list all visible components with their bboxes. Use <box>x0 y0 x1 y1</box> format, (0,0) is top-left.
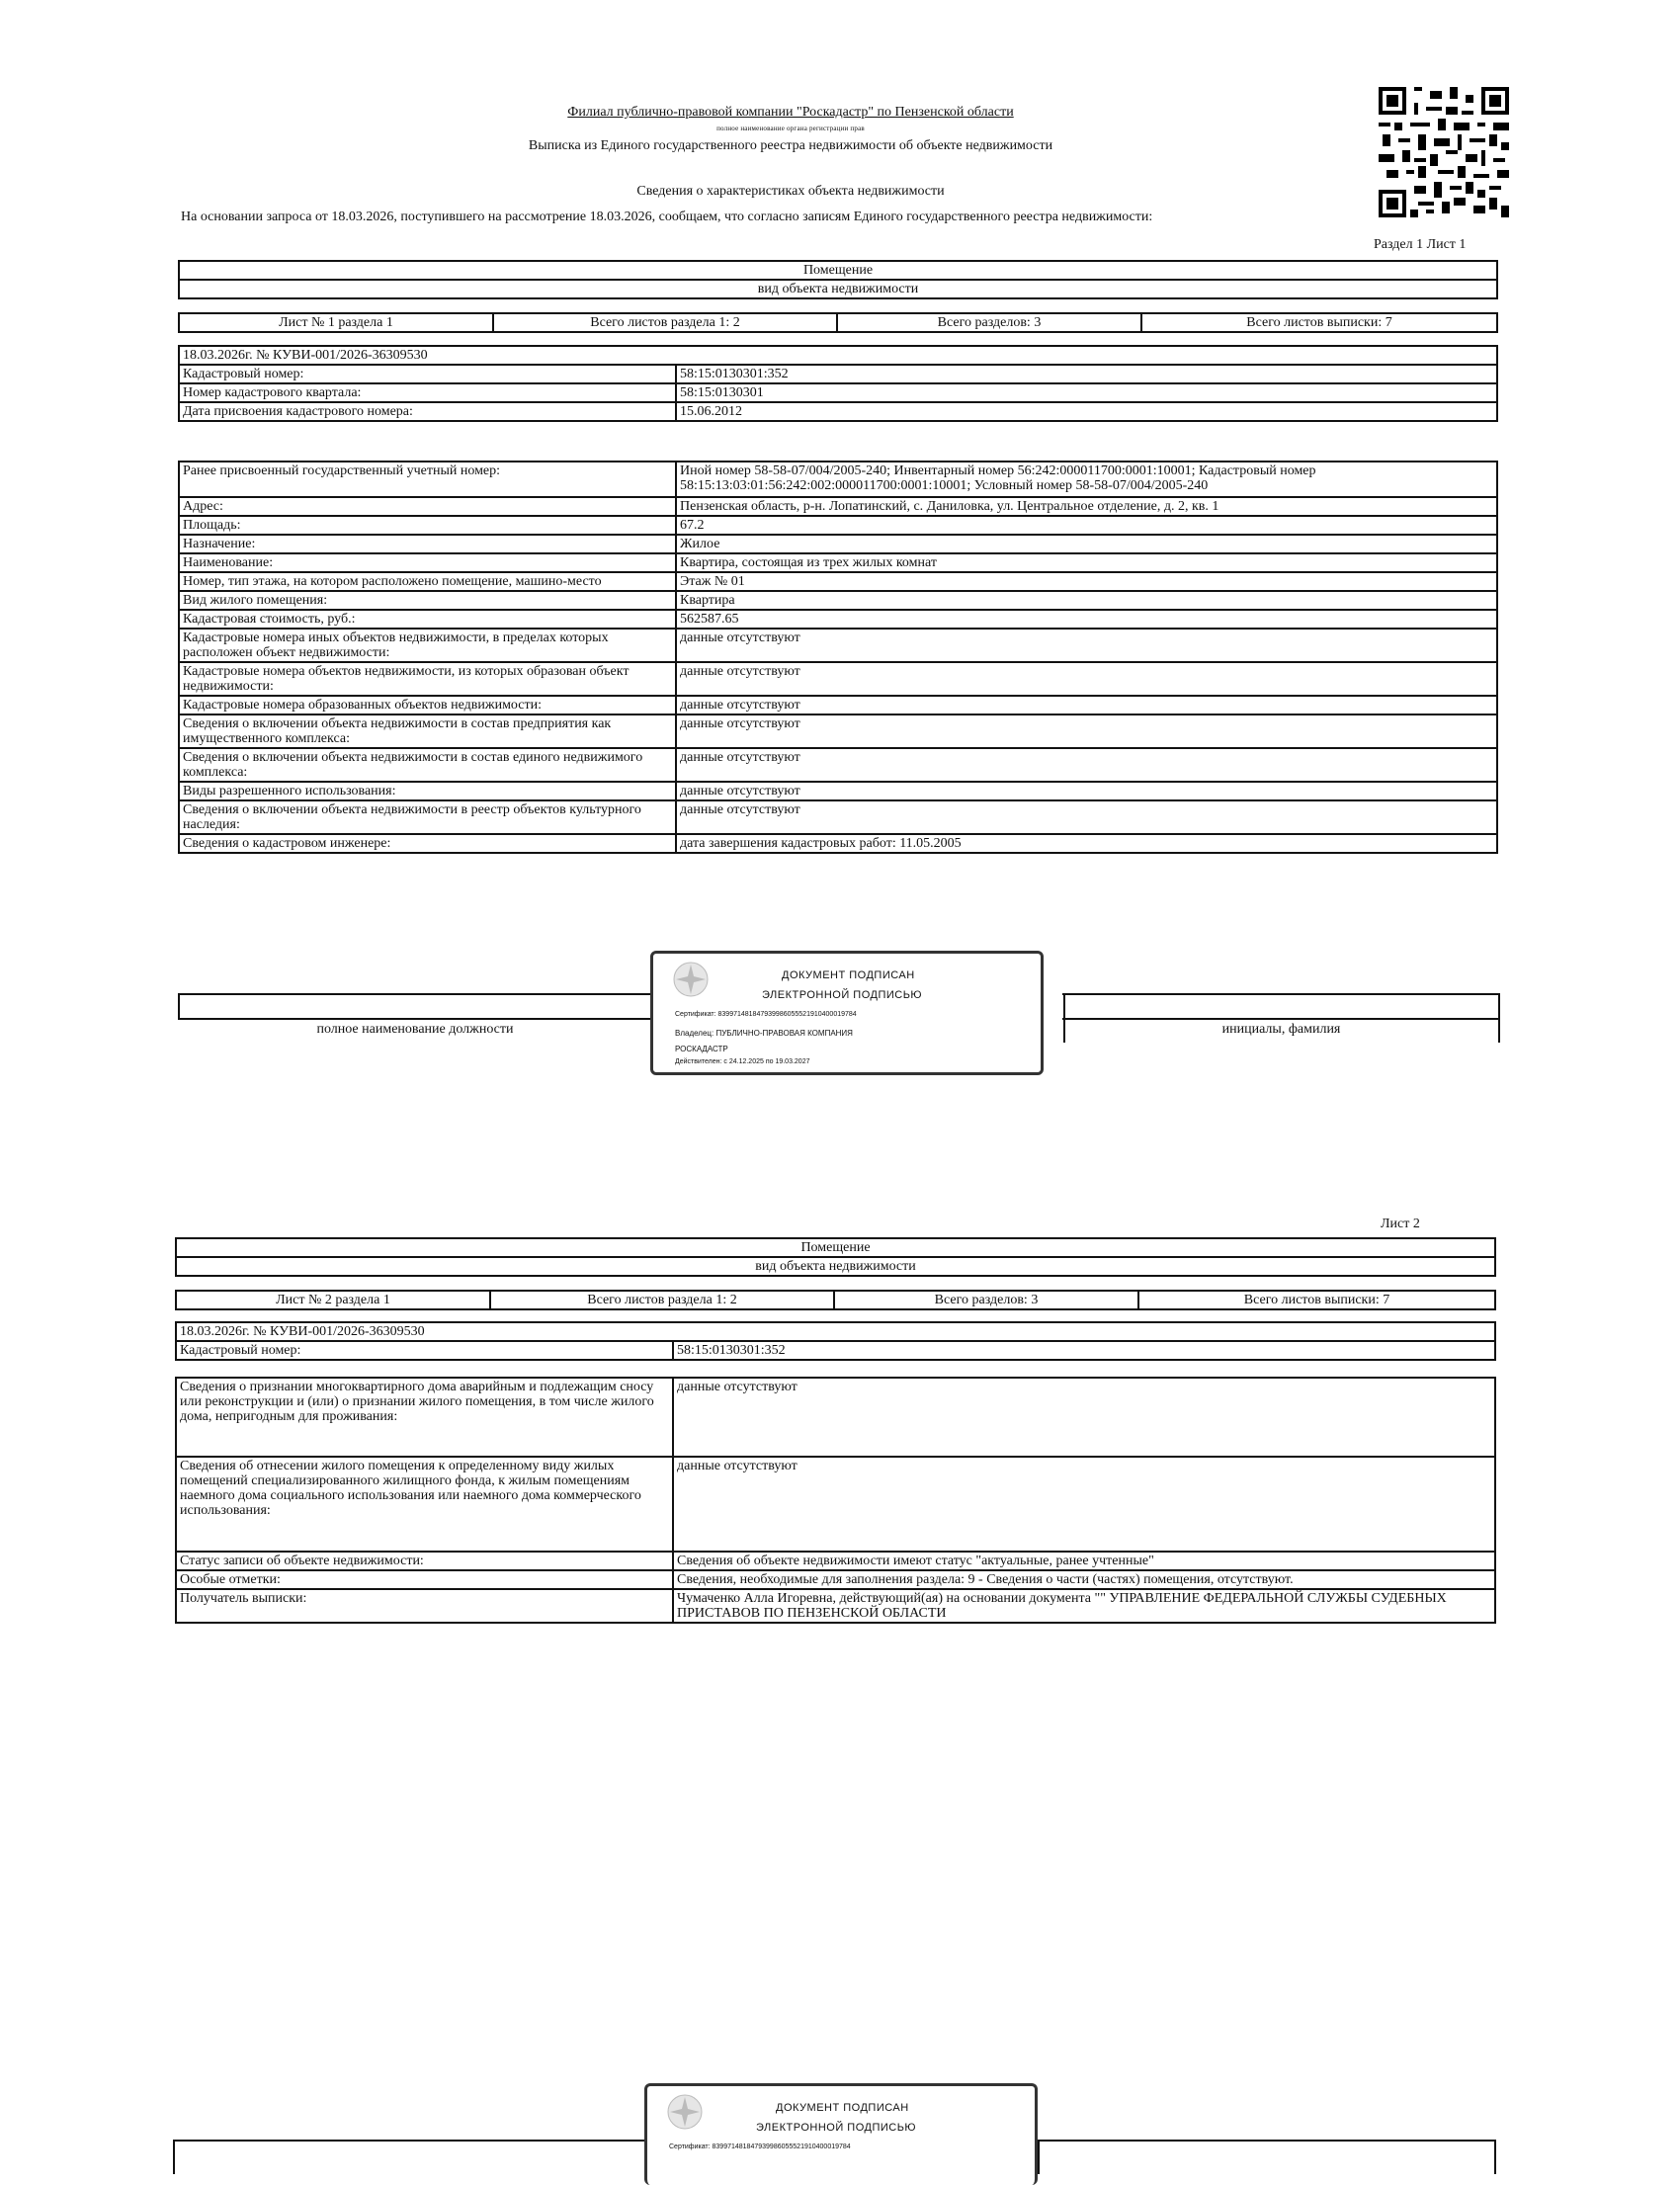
sheet-info-cell: Всего листов раздела 1: 2 <box>490 1291 834 1309</box>
object-type: Помещение <box>179 261 1497 280</box>
signature-line <box>178 1018 652 1020</box>
e-signature-stamp <box>650 951 1044 1075</box>
object-type-caption: вид объекта недвижимости <box>179 280 1497 298</box>
section-label: Раздел 1 Лист 1 <box>1374 237 1467 252</box>
sheet-info-cell: Всего разделов: 3 <box>837 313 1141 332</box>
field-value: Чумаченко Алла Игоревна, действующий(ая) на основании документа "" УПРАВЛЕНИЕ ФЕДЕРАЛЬНОЙ СЛУЖБЫ СУДЕБНЫХ ПРИСТАВОВ ПО ПЕНЗЕНСКОЙ ОБЛАСТИ <box>673 1589 1495 1623</box>
doc-title: Выписка из Единого государственного реестра недвижимости об объекте недвижимости <box>528 138 1053 153</box>
field-label: Получатель выписки: <box>176 1589 673 1623</box>
field-value: данные отсутствуют <box>673 1457 1495 1552</box>
characteristics-table <box>175 1377 1496 1624</box>
field-value: данные отсутствуют <box>676 800 1497 834</box>
stamp-line1: ДОКУМЕНТ ПОДПИСАН <box>782 969 915 981</box>
field-value: 562587.65 <box>676 610 1497 629</box>
field-label: Вид жилого помещения: <box>179 591 676 610</box>
object-type: Помещение <box>176 1238 1495 1257</box>
field-label: Виды разрешенного использования: <box>179 782 676 800</box>
record-table <box>175 1321 1496 1361</box>
sheet-info-table <box>175 1290 1496 1310</box>
org-name: Филиал публично-правовой компании "Роскадастр" по Пензенской области <box>567 105 1014 120</box>
field-label: Сведения о включении объекта недвижимости в состав предприятия как имущественного комплекса: <box>179 714 676 748</box>
field-label: Сведения о кадастровом инженере: <box>179 834 676 853</box>
record-number: 18.03.2026г. № КУВИ-001/2026-36309530 <box>176 1322 1495 1341</box>
field-value: данные отсутствуют <box>676 714 1497 748</box>
field-label: Особые отметки: <box>176 1570 673 1589</box>
field-value: данные отсутствуют <box>676 696 1497 714</box>
field-label: Дата присвоения кадастрового номера: <box>179 402 676 421</box>
qr-code-icon <box>1379 87 1509 217</box>
field-value: 67.2 <box>676 516 1497 535</box>
doc-subtitle: Сведения о характеристиках объекта недвижимости <box>636 184 945 199</box>
stamp-owner: Владелец: ПУБЛИЧНО-ПРАВОВАЯ КОМПАНИЯ <box>675 1029 853 1038</box>
field-label: Кадастровая стоимость, руб.: <box>179 610 676 629</box>
field-value: данные отсутствуют <box>673 1378 1495 1457</box>
field-value: 58:15:0130301:352 <box>676 365 1497 383</box>
field-label: Кадастровый номер: <box>179 365 676 383</box>
signature-line <box>1038 2140 1496 2142</box>
field-value: дата завершения кадастровых работ: 11.05.2005 <box>676 834 1497 853</box>
signature-line <box>1494 2140 1496 2174</box>
field-label: Сведения о признании многоквартирного дома аварийным и подлежащим сносу или реконструкции и (или) о признании жилого помещения, в том числе жилого дома, непригодным для проживания: <box>176 1378 673 1457</box>
field-value: Пензенская область, р-н. Лопатинский, с. Даниловка, ул. Центральное отделение, д. 2, кв. 1 <box>676 497 1497 516</box>
signature-line <box>178 993 652 995</box>
signature-line <box>173 2140 647 2142</box>
field-value: Сведения об объекте недвижимости имеют статус "актуальные, ранее учтенные" <box>673 1552 1495 1570</box>
sheet-info-cell: Лист № 2 раздела 1 <box>176 1291 490 1309</box>
stamp-cert: Сертификат: 839971481847939986055521910400019784 <box>669 2143 851 2150</box>
field-value: Квартира <box>676 591 1497 610</box>
org-caption: полное наименование органа регистрации прав <box>716 125 865 132</box>
field-label: Назначение: <box>179 535 676 553</box>
field-value: Жилое <box>676 535 1497 553</box>
field-label: Наименование: <box>179 553 676 572</box>
field-label: Номер кадастрового квартала: <box>179 383 676 402</box>
field-label: Площадь: <box>179 516 676 535</box>
stamp-cert: Сертификат: 839971481847939986055521910400019784 <box>675 1011 857 1018</box>
intro-text: На основании запроса от 18.03.2026, поступившего на рассмотрение 18.03.2026, сообщаем, что согласно записям Единого государственного реестра недвижимости: <box>181 210 1153 224</box>
record-table <box>178 345 1498 422</box>
field-label: Адрес: <box>179 497 676 516</box>
object-type-box <box>178 260 1498 299</box>
field-label: Сведения о включении объекта недвижимости в состав единого недвижимого комплекса: <box>179 748 676 782</box>
object-type-caption: вид объекта недвижимости <box>176 1257 1495 1276</box>
stamp-validity: Действителен: с 24.12.2025 по 19.03.2027 <box>675 1058 810 1065</box>
signature-line <box>1038 2140 1040 2174</box>
signature-line <box>1062 1018 1500 1020</box>
field-label: Номер, тип этажа, на котором расположено помещение, машино-место <box>179 572 676 591</box>
signature-line <box>173 2140 175 2174</box>
stamp-line2: ЭЛЕКТРОННОЙ ПОДПИСЬЮ <box>762 989 923 1001</box>
field-label: Сведения об отнесении жилого помещения к определенному виду жилых помещений специализированного жилищного фонда, к жилым помещениям наемного дома социального использования или наемного дома коммерческого использования: <box>176 1457 673 1552</box>
field-value: 15.06.2012 <box>676 402 1497 421</box>
field-value: 58:15:0130301:352 <box>673 1341 1495 1360</box>
emblem-icon <box>665 2092 705 2132</box>
field-label: Ранее присвоенный государственный учетный номер: <box>179 462 676 497</box>
stamp-line1: ДОКУМЕНТ ПОДПИСАН <box>776 2102 909 2114</box>
field-label: Сведения о включении объекта недвижимости в реестр объектов культурного наследия: <box>179 800 676 834</box>
field-label: Кадастровые номера объектов недвижимости, из которых образован объект недвижимости: <box>179 662 676 696</box>
name-caption: инициалы, фамилия <box>1221 1022 1341 1037</box>
e-signature-stamp <box>644 2083 1038 2185</box>
record-number: 18.03.2026г. № КУВИ-001/2026-36309530 <box>179 346 1497 365</box>
sheet-info-cell: Всего листов раздела 1: 2 <box>493 313 837 332</box>
field-value: Сведения, необходимые для заполнения раздела: 9 - Сведения о части (частях) помещения, отсутствуют. <box>673 1570 1495 1589</box>
field-label: Кадастровый номер: <box>176 1341 673 1360</box>
stamp-line2: ЭЛЕКТРОННОЙ ПОДПИСЬЮ <box>756 2122 917 2134</box>
field-value: Квартира, состоящая из трех жилых комнат <box>676 553 1497 572</box>
sheet-info-cell: Лист № 1 раздела 1 <box>179 313 493 332</box>
field-label: Кадастровые номера образованных объектов недвижимости: <box>179 696 676 714</box>
emblem-icon <box>671 960 711 999</box>
position-caption: полное наименование должности <box>316 1022 514 1037</box>
sheet-info-cell: Всего листов выписки: 7 <box>1138 1291 1495 1309</box>
field-value: данные отсутствуют <box>676 629 1497 662</box>
sheet-label: Лист 2 <box>1381 1217 1420 1231</box>
signature-line <box>178 993 180 1020</box>
sheet-info-cell: Всего листов выписки: 7 <box>1141 313 1497 332</box>
field-label: Статус записи об объекте недвижимости: <box>176 1552 673 1570</box>
field-value: Этаж № 01 <box>676 572 1497 591</box>
object-type-box <box>175 1237 1496 1277</box>
field-value: данные отсутствуют <box>676 662 1497 696</box>
sheet-info-cell: Всего разделов: 3 <box>834 1291 1138 1309</box>
field-value: данные отсутствуют <box>676 782 1497 800</box>
field-label: Кадастровые номера иных объектов недвижимости, в пределах которых расположен объект недвижимости: <box>179 629 676 662</box>
characteristics-table <box>178 461 1498 854</box>
field-value: Иной номер 58-58-07/004/2005-240; Инвентарный номер 56:242:000011700:0001:10001; Кадастровый номер 58:15:13:03:01:56:242:002:000011700:0001:10001; Условный номер 58-58-07/004/2005-240 <box>676 462 1497 497</box>
field-value: данные отсутствуют <box>676 748 1497 782</box>
stamp-owner: РОСКАДАСТР <box>675 1045 728 1053</box>
field-value: 58:15:0130301 <box>676 383 1497 402</box>
sheet-info-table <box>178 312 1498 333</box>
signature-line <box>1062 993 1500 995</box>
